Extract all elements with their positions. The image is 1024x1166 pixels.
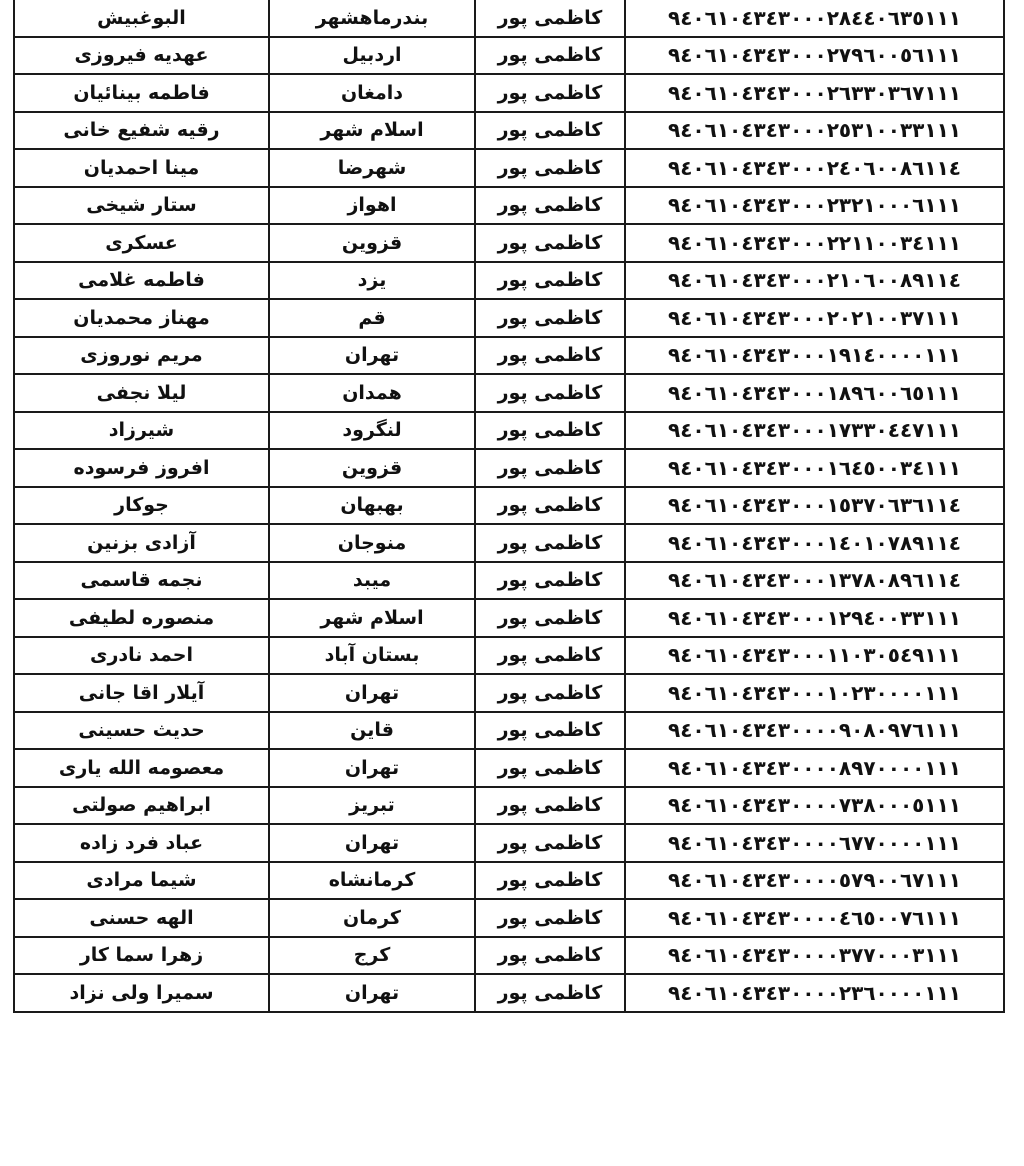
- number-cell: ۹٤۰٦۱۰٤۳٤۳۰۰۰۱٤۰۱۰۷۸۹۱۱٤: [625, 524, 1004, 562]
- city-cell: تهران: [269, 337, 475, 375]
- surname-cell: کاظمی پور: [475, 74, 625, 112]
- table-row: [14, 149, 1004, 187]
- name-cell: زهرا سما کار: [14, 937, 269, 975]
- table-row: [14, 824, 1004, 862]
- number-cell: ۹٤۰٦۱۰٤۳٤۳۰۰۰۲۳۲۱۰۰۰٦۱۱۱: [625, 187, 1004, 225]
- name-cell: آیلار اقا جانی: [14, 674, 269, 712]
- number-cell: ۹٤۰٦۱۰٤۳٤۳۰۰۰۲۸٤٤۰٦۳٥۱۱۱: [625, 0, 1004, 37]
- number-cell: ۹٤۰٦۱۰٤۳٤۳۰۰۰۱۸۹٦۰۰٦٥۱۱۱: [625, 374, 1004, 412]
- surname-cell: کاظمی پور: [475, 899, 625, 937]
- name-cell: فاطمه بینائیان: [14, 74, 269, 112]
- name-cell: آزادی بزنین: [14, 524, 269, 562]
- number-cell: ۹٤۰٦۱۰٤۳٤۳۰۰۰۲۷۹٦۰۰٥٦۱۱۱: [625, 37, 1004, 75]
- city-cell: تهران: [269, 674, 475, 712]
- surname-cell: کاظمی پور: [475, 374, 625, 412]
- table-row: [14, 524, 1004, 562]
- surname-cell: کاظمی پور: [475, 674, 625, 712]
- city-cell: کرج: [269, 937, 475, 975]
- surname-cell: کاظمی پور: [475, 112, 625, 150]
- surname-cell: کاظمی پور: [475, 37, 625, 75]
- surname-cell: کاظمی پور: [475, 862, 625, 900]
- name-cell: مریم نوروزی: [14, 337, 269, 375]
- name-cell: ابراهیم صولتی: [14, 787, 269, 825]
- number-cell: ۹٤۰٦۱۰٤۳٤۳۰۰۰۲۰۲۱۰۰۳۷۱۱۱: [625, 299, 1004, 337]
- surname-cell: کاظمی پور: [475, 937, 625, 975]
- records-table: [13, 0, 1005, 1013]
- surname-cell: کاظمی پور: [475, 787, 625, 825]
- table-row: [14, 862, 1004, 900]
- city-cell: شهرضا: [269, 149, 475, 187]
- city-cell: همدان: [269, 374, 475, 412]
- table-row: [14, 937, 1004, 975]
- table-row: [14, 337, 1004, 375]
- name-cell: ستار شیخی: [14, 187, 269, 225]
- name-cell: لیلا نجفی: [14, 374, 269, 412]
- surname-cell: کاظمی پور: [475, 187, 625, 225]
- number-cell: ۹٤۰٦۱۰٤۳٤۳۰۰۰۰۹۰۸۰۹۷٦۱۱۱: [625, 712, 1004, 750]
- city-cell: بهبهان: [269, 487, 475, 525]
- table-row: [14, 412, 1004, 450]
- name-cell: رقیه شفیع خانی: [14, 112, 269, 150]
- surname-cell: کاظمی پور: [475, 449, 625, 487]
- number-cell: ۹٤۰٦۱۰٤۳٤۳۰۰۰۰۳۷۷۰۰۰۳۱۱۱: [625, 937, 1004, 975]
- table-row: [14, 487, 1004, 525]
- table-row: [14, 37, 1004, 75]
- name-cell: البوغبیش: [14, 0, 269, 37]
- number-cell: ۹٤۰٦۱۰٤۳٤۳۰۰۰۲٤۰٦۰۰۸٦۱۱٤: [625, 149, 1004, 187]
- number-cell: ۹٤۰٦۱۰٤۳٤۳۰۰۰۰٥۷۹۰۰٦۷۱۱۱: [625, 862, 1004, 900]
- surname-cell: کاظمی پور: [475, 637, 625, 675]
- table-row: [14, 599, 1004, 637]
- surname-cell: کاظمی پور: [475, 487, 625, 525]
- table-row: [14, 562, 1004, 600]
- number-cell: ۹٤۰٦۱۰٤۳٤۳۰۰۰۰٤٦٥۰۰۷٦۱۱۱: [625, 899, 1004, 937]
- name-cell: نجمه قاسمی: [14, 562, 269, 600]
- surname-cell: کاظمی پور: [475, 337, 625, 375]
- surname-cell: کاظمی پور: [475, 974, 625, 1012]
- table-row: [14, 449, 1004, 487]
- city-cell: کرمانشاه: [269, 862, 475, 900]
- name-cell: حدیث حسینی: [14, 712, 269, 750]
- table-row: [14, 112, 1004, 150]
- city-cell: تهران: [269, 749, 475, 787]
- name-cell: معصومه الله یاری: [14, 749, 269, 787]
- surname-cell: کاظمی پور: [475, 524, 625, 562]
- city-cell: میبد: [269, 562, 475, 600]
- table-row: [14, 712, 1004, 750]
- records-table-body: [14, 0, 1004, 1012]
- number-cell: ۹٤۰٦۱۰٤۳٤۳۰۰۰۱۰۲۳۰۰۰۰۱۱۱: [625, 674, 1004, 712]
- number-cell: ۹٤۰٦۱۰٤۳٤۳۰۰۰۱۹۱٤۰۰۰۰۱۱۱: [625, 337, 1004, 375]
- table-row: [14, 899, 1004, 937]
- surname-cell: کاظمی پور: [475, 824, 625, 862]
- city-cell: لنگرود: [269, 412, 475, 450]
- number-cell: ۹٤۰٦۱۰٤۳٤۳۰۰۰۱٥۳۷۰٦۳٦۱۱٤: [625, 487, 1004, 525]
- number-cell: ۹٤۰٦۱۰٤۳٤۳۰۰۰۱٦٤٥۰۰۳٤۱۱۱: [625, 449, 1004, 487]
- table-row: [14, 187, 1004, 225]
- city-cell: تهران: [269, 824, 475, 862]
- city-cell: قم: [269, 299, 475, 337]
- city-cell: بندرماهشهر: [269, 0, 475, 37]
- city-cell: قاین: [269, 712, 475, 750]
- city-cell: کرمان: [269, 899, 475, 937]
- city-cell: اسلام شهر: [269, 112, 475, 150]
- name-cell: مینا احمدیان: [14, 149, 269, 187]
- number-cell: ۹٤۰٦۱۰٤۳٤۳۰۰۰۲٥۳۱۰۰۳۳۱۱۱: [625, 112, 1004, 150]
- city-cell: تهران: [269, 974, 475, 1012]
- number-cell: ۹٤۰٦۱۰٤۳٤۳۰۰۰۲٦۳۳۰۳٦۷۱۱۱: [625, 74, 1004, 112]
- number-cell: ۹٤۰٦۱۰٤۳٤۳۰۰۰۱۱۰۳۰٥٤۹۱۱۱: [625, 637, 1004, 675]
- city-cell: قزوین: [269, 449, 475, 487]
- table-row: [14, 749, 1004, 787]
- name-cell: جوکار: [14, 487, 269, 525]
- surname-cell: کاظمی پور: [475, 149, 625, 187]
- table-row: [14, 974, 1004, 1012]
- number-cell: ۹٤۰٦۱۰٤۳٤۳۰۰۰۰۸۹۷۰۰۰۰۱۱۱: [625, 749, 1004, 787]
- name-cell: عهدیه فیروزی: [14, 37, 269, 75]
- table-row: [14, 0, 1004, 37]
- name-cell: عباد فرد زاده: [14, 824, 269, 862]
- number-cell: ۹٤۰٦۱۰٤۳٤۳۰۰۰۱۳۷۸۰۸۹٦۱۱٤: [625, 562, 1004, 600]
- number-cell: ۹٤۰٦۱۰٤۳٤۳۰۰۰۱۲۹٤۰۰۳۳۱۱۱: [625, 599, 1004, 637]
- city-cell: اهواز: [269, 187, 475, 225]
- table-row: [14, 74, 1004, 112]
- city-cell: دامغان: [269, 74, 475, 112]
- surname-cell: کاظمی پور: [475, 599, 625, 637]
- surname-cell: کاظمی پور: [475, 262, 625, 300]
- name-cell: عسکری: [14, 224, 269, 262]
- city-cell: منوجان: [269, 524, 475, 562]
- number-cell: ۹٤۰٦۱۰٤۳٤۳۰۰۰۱۷۳۳۰٤٤۷۱۱۱: [625, 412, 1004, 450]
- name-cell: الهه حسنی: [14, 899, 269, 937]
- city-cell: قزوین: [269, 224, 475, 262]
- table-row: [14, 299, 1004, 337]
- name-cell: افروز فرسوده: [14, 449, 269, 487]
- name-cell: احمد نادری: [14, 637, 269, 675]
- city-cell: یزد: [269, 262, 475, 300]
- table-row: [14, 637, 1004, 675]
- surname-cell: کاظمی پور: [475, 299, 625, 337]
- name-cell: منصوره لطیفی: [14, 599, 269, 637]
- table-row: [14, 674, 1004, 712]
- table-row: [14, 262, 1004, 300]
- name-cell: مهناز محمدیان: [14, 299, 269, 337]
- surname-cell: کاظمی پور: [475, 712, 625, 750]
- table-row: [14, 224, 1004, 262]
- city-cell: اردبیل: [269, 37, 475, 75]
- number-cell: ۹٤۰٦۱۰٤۳٤۳۰۰۰۰۲۳٦۰۰۰۰۱۱۱: [625, 974, 1004, 1012]
- number-cell: ۹٤۰٦۱۰٤۳٤۳۰۰۰۰٦۷۷۰۰۰۰۱۱۱: [625, 824, 1004, 862]
- table-row: [14, 787, 1004, 825]
- surname-cell: کاظمی پور: [475, 0, 625, 37]
- surname-cell: کاظمی پور: [475, 749, 625, 787]
- table-row: [14, 374, 1004, 412]
- city-cell: بستان آباد: [269, 637, 475, 675]
- name-cell: شیرزاد: [14, 412, 269, 450]
- name-cell: شیما مرادی: [14, 862, 269, 900]
- surname-cell: کاظمی پور: [475, 562, 625, 600]
- name-cell: فاطمه غلامی: [14, 262, 269, 300]
- number-cell: ۹٤۰٦۱۰٤۳٤۳۰۰۰۰۷۳۸۰۰۰٥۱۱۱: [625, 787, 1004, 825]
- surname-cell: کاظمی پور: [475, 224, 625, 262]
- number-cell: ۹٤۰٦۱۰٤۳٤۳۰۰۰۲۱۰٦۰۰۸۹۱۱٤: [625, 262, 1004, 300]
- number-cell: ۹٤۰٦۱۰٤۳٤۳۰۰۰۲۲۱۱۰۰۳٤۱۱۱: [625, 224, 1004, 262]
- name-cell: سمیرا ولی نزاد: [14, 974, 269, 1012]
- city-cell: تبریز: [269, 787, 475, 825]
- city-cell: اسلام شهر: [269, 599, 475, 637]
- surname-cell: کاظمی پور: [475, 412, 625, 450]
